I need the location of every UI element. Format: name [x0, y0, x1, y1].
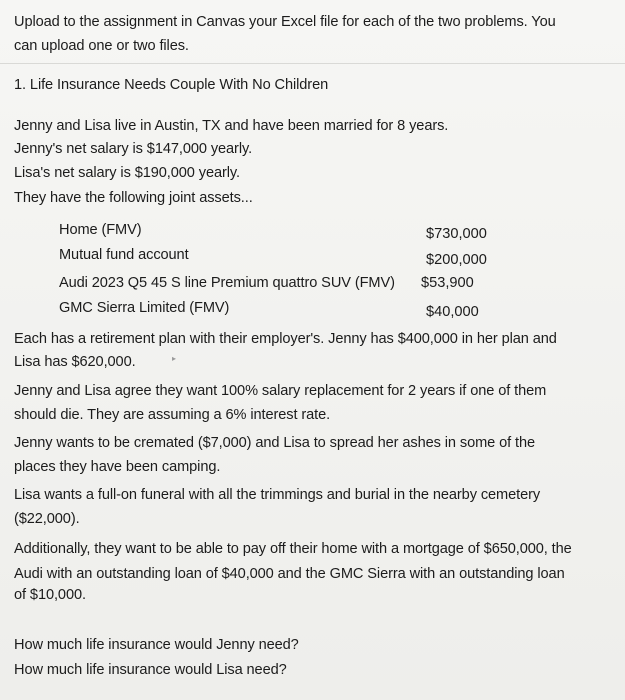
mortgage-line-2: Audi with an outstanding loan of $40,000 and the GMC Sierra with an outstanding loan [14, 566, 565, 582]
mortgage-line-1: Additionally, they want to be able to pay off their home with a mortgage of $650,000, the [14, 541, 572, 557]
salary-line-2: should die. They are assuming a 6% interest rate. [14, 407, 331, 423]
cremation-line-2: places they have been camping. [14, 459, 221, 475]
funeral-line-1: Lisa wants a full-on funeral with all the trimmings and burial in the nearby cemetery [14, 487, 541, 503]
question-lisa: How much life insurance would Lisa need? [14, 662, 287, 678]
divider [0, 63, 625, 64]
asset-label: GMC Sierra Limited (FMV) [59, 300, 230, 316]
question-jenny: How much life insurance would Jenny need? [14, 637, 299, 653]
asset-value: $40,000 [426, 304, 479, 320]
story-line-4: They have the following joint assets... [14, 190, 253, 206]
retirement-line-1: Each has a retirement plan with their employer's. Jenny has $400,000 in her plan and [14, 331, 557, 347]
asset-label: Home (FMV) [59, 222, 142, 238]
asset-value: $200,000 [426, 252, 487, 268]
story-line-1: Jenny and Lisa live in Austin, TX and have been married for 8 years. [14, 118, 449, 134]
problem-title: 1. Life Insurance Needs Couple With No Children [14, 77, 329, 93]
salary-line-1: Jenny and Lisa agree they want 100% salary replacement for 2 years if one of them [14, 383, 547, 399]
mortgage-line-3: of $10,000. [14, 587, 86, 603]
funeral-line-2: ($22,000). [14, 511, 80, 527]
asset-value: $53,900 [421, 275, 474, 291]
intro-line-2: can upload one or two files. [14, 38, 189, 54]
asset-label: Mutual fund account [59, 247, 189, 263]
cremation-line-1: Jenny wants to be cremated ($7,000) and Lisa to spread her ashes in some of the [14, 435, 536, 451]
cursor-icon: ▸ [172, 354, 177, 363]
retirement-line-2: Lisa has $620,000. [14, 354, 136, 370]
asset-label: Audi 2023 Q5 45 S line Premium quattro SUV (FMV) [59, 275, 395, 291]
story-line-3: Lisa's net salary is $190,000 yearly. [14, 165, 240, 181]
asset-value: $730,000 [426, 226, 487, 242]
story-line-2: Jenny's net salary is $147,000 yearly. [14, 141, 253, 157]
intro-line-1: Upload to the assignment in Canvas your Excel file for each of the two problems. You [14, 14, 556, 30]
